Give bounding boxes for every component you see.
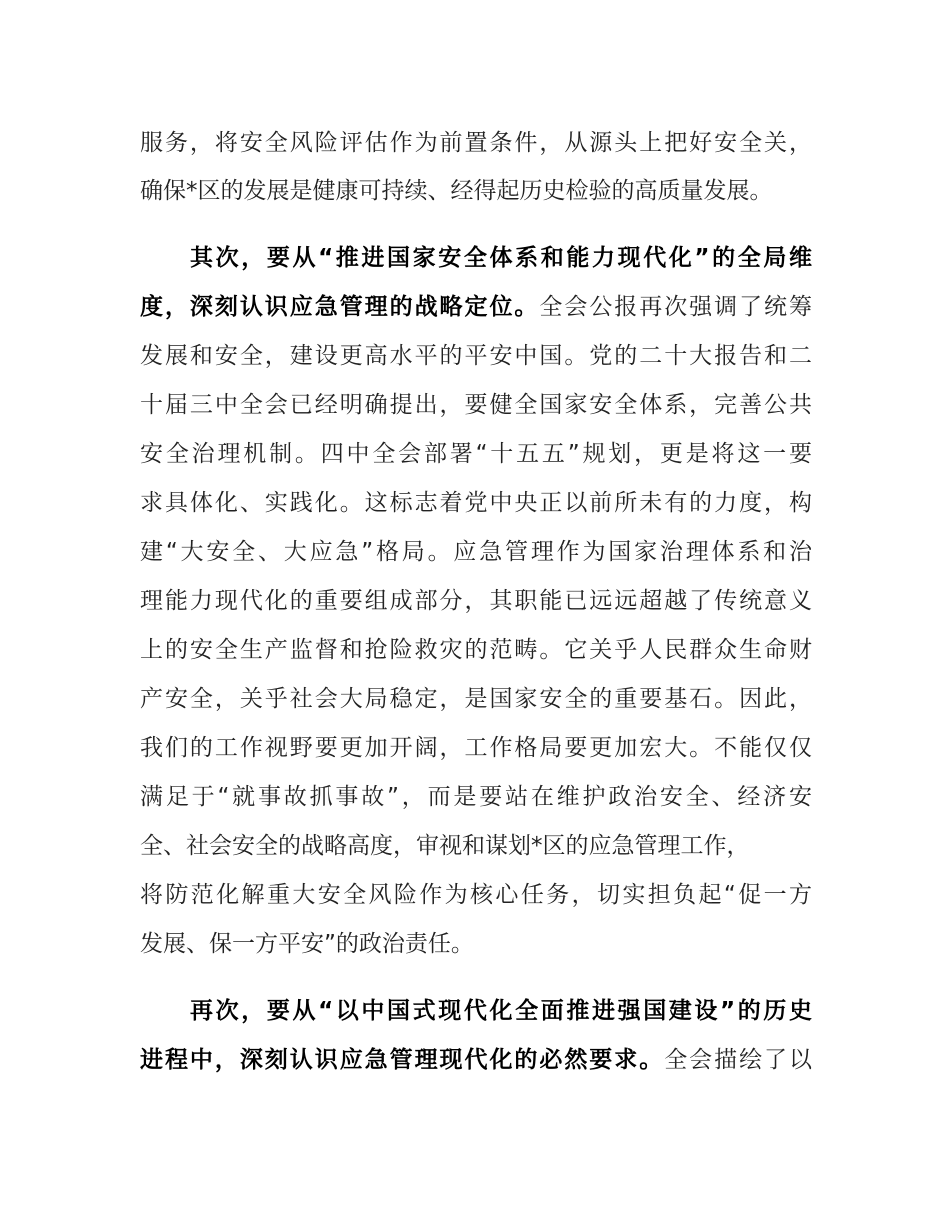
text-line — [140, 535, 812, 569]
text-line — [140, 126, 812, 160]
body-text: 求具体化、实践化。这标志着党中央正以前所未有的力度，构 — [140, 490, 812, 516]
bold-heading-text: 其次，要从“推进国家安全体系和能力现代化”的全局维 — [190, 245, 812, 271]
text-line — [140, 682, 812, 716]
body-text: 理能力现代化的重要组成部分，其职能已远远超越了传统意义 — [140, 588, 812, 614]
body-text: 我们的工作视野要更加开阔，工作格局要更加宏大。不能仅仅 — [140, 735, 812, 761]
text-line — [140, 388, 812, 422]
text-line — [140, 878, 812, 912]
bold-heading-text: 再次，要从“以中国式现代化全面推进强国建设”的历史 — [190, 998, 812, 1024]
body-text: 全会公报再次强调了统筹 — [539, 294, 813, 320]
body-text: 将防范化解重大安全风险作为核心任务，切实担负起“促一方 — [140, 882, 812, 908]
bold-heading-text: 进程中，深刻认识应急管理现代化的必然要求。 — [140, 1047, 665, 1073]
body-text: 产安全，关乎社会大局稳定，是国家安全的重要基石。因此， — [140, 686, 812, 712]
body-text: 确保*区的发展是健康可持续、经得起历史检验的高质量发展。 — [140, 178, 773, 204]
text-line — [140, 829, 812, 863]
body-text: 十届三中全会已经明确提出，要健全国家安全体系，完善公共 — [140, 392, 812, 418]
text-line — [190, 241, 812, 275]
text-line — [140, 731, 812, 765]
text-line — [140, 290, 812, 324]
text-line — [140, 339, 812, 373]
bold-heading-text: 度，深刻认识应急管理的战略定位。 — [140, 294, 540, 320]
text-line — [140, 174, 812, 208]
text-line — [140, 486, 812, 520]
body-text: 满足于“就事故抓事故”，而是要站在维护政治安全、经济安 — [140, 784, 812, 810]
body-text: 发展和安全，建设更高水平的平安中国。党的二十大报告和二 — [140, 343, 812, 369]
body-text: 全会描绘了以 — [664, 1047, 813, 1073]
text-line — [140, 584, 812, 618]
body-text: 全、社会安全的战略高度，审视和谋划*区的应急管理工作， — [140, 833, 750, 859]
text-line — [140, 437, 812, 471]
text-line — [140, 780, 812, 814]
body-text: 上的安全生产监督和抢险救灾的范畴。它关乎人民群众生命财 — [140, 637, 812, 663]
body-text: 建“大安全、大应急”格局。应急管理作为国家治理体系和治 — [140, 539, 812, 565]
text-line — [190, 994, 812, 1028]
text-line — [140, 633, 812, 667]
body-text: 服务，将安全风险评估作为前置条件，从源头上把好安全关， — [140, 130, 812, 156]
text-line — [140, 927, 812, 961]
body-text: 发展、保一方平安”的政治责任。 — [140, 931, 474, 957]
body-text: 安全治理机制。四中全会部署“十五五”规划，更是将这一要 — [140, 441, 812, 467]
text-line — [140, 1043, 812, 1077]
